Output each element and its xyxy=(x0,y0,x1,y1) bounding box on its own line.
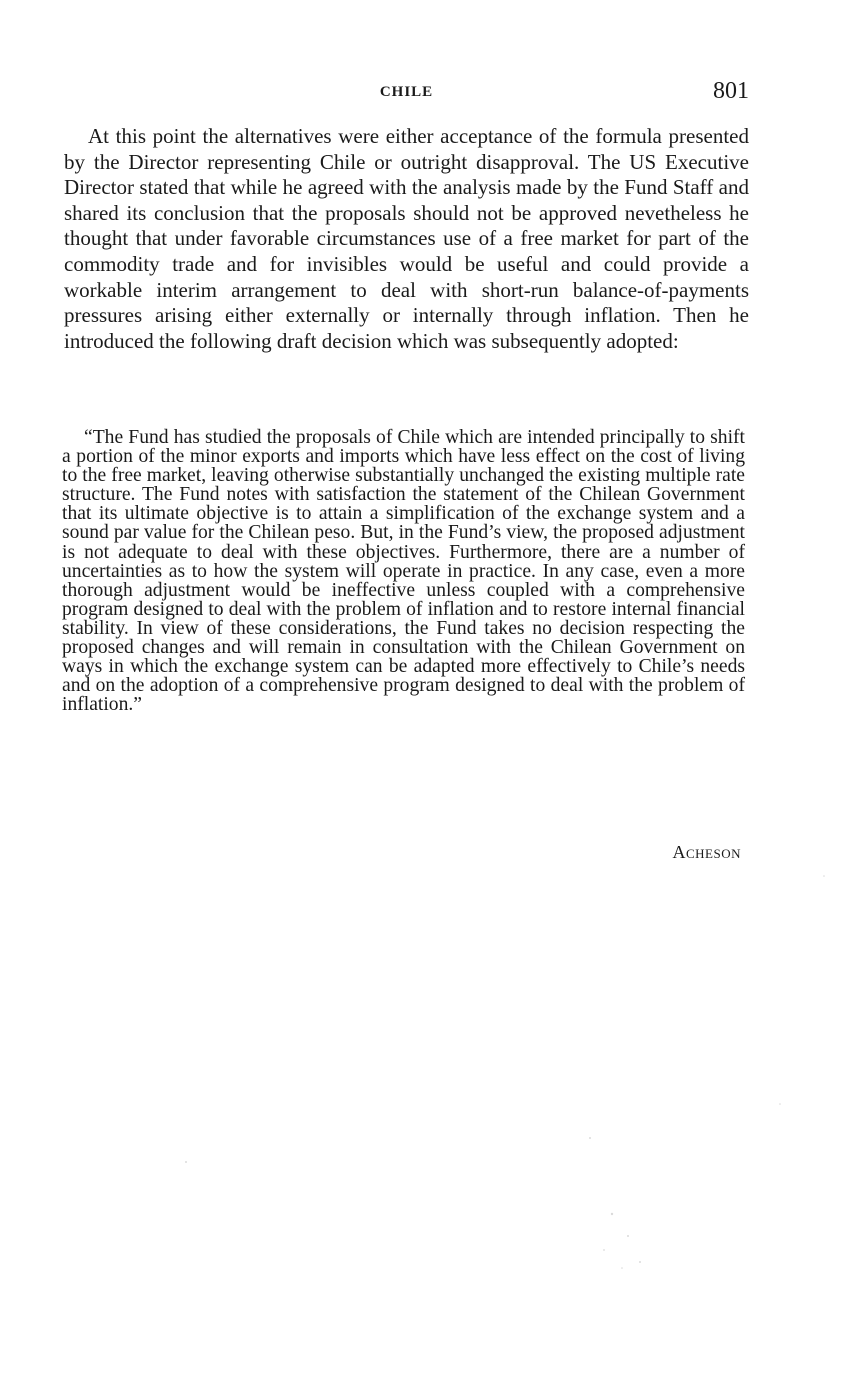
page-number: 801 xyxy=(713,78,749,104)
signature: Acheson xyxy=(672,842,741,862)
running-head xyxy=(64,78,749,112)
body-paragraph: At this point the alternatives were either acceptance of the formula presented by the Director representing Chile or outright disapproval. The US Executive Director stated that while he agreed with the analysis made by the Fund Staff and shared its conclusion that the proposals should not be approved nevetheless he thought that under favorable circumstances use of a free market for part of the commodity trade and for invisibles would be useful and could provide a workable interim arrangement to deal with short-run balance-of-payments pressures arising either externally or internally through inflation. Then he introduced the following draft decision which was subsequently adopted: xyxy=(64,124,749,353)
draft-decision-quote: “The Fund has studied the proposals of Chile which are intended principally to shift a portion of the minor exports and imports which have less effect on the cost of living to the free market, leaving otherwise substantially unchanged the existing multiple rate structure. The Fund notes with satisfaction the statement of the Chilean Government that its ultimate objective is to attain a simplification of the exchange system and a sound par value for the Chilean peso. But, in the Fund’s view, the proposed adjustment is not adequate to deal with these objectives. Furthermore, there are a number of uncertainties as to how the system will operate in practice. In any case, even a more thorough adjustment would be ineffective unless coupled with a comprehensive program designed to deal with the problem of inflation and to restore internal financial stability. In view of these considerations, the Fund takes no decision respecting the proposed changes and will remain in consultation with the Chilean Government on ways in which the exchange system can be adapted more effectively to Chile’s needs and on the adoption of a comprehensive program designed to deal with the problem of inflation.” xyxy=(62,427,745,716)
running-title: CHILE xyxy=(379,84,434,100)
